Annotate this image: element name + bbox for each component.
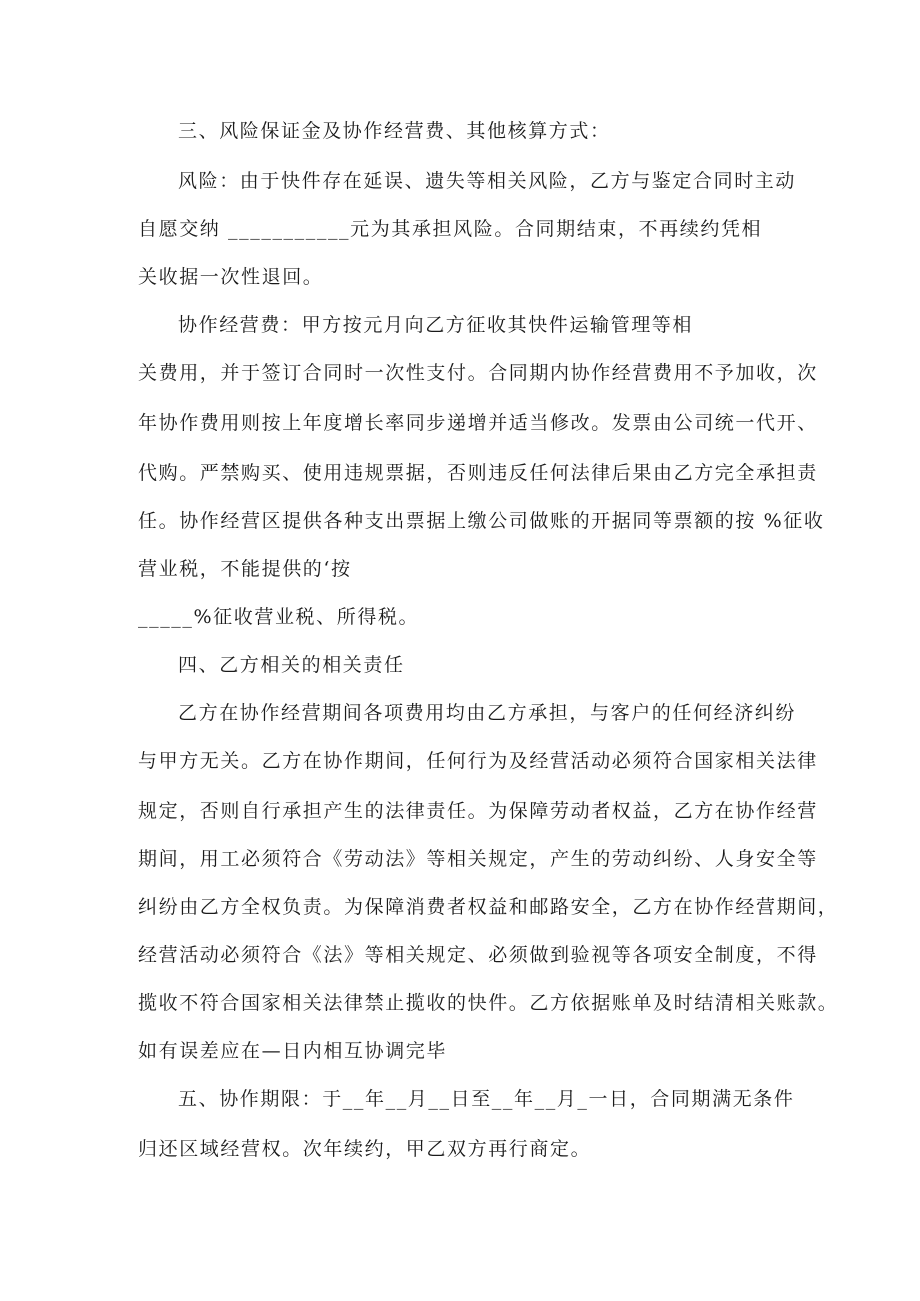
section-heading-3: 三、风险保证金及协作经营费、其他核算方式： xyxy=(178,120,611,142)
paragraph-line: 与甲方无关。乙方在协作期间，任何行为及经营活动必须符合国家相关法律 xyxy=(138,750,818,772)
paragraph-line: 营业税，不能提供的‘按 xyxy=(138,558,352,580)
section-heading-4: 四、乙方相关的相关责任 xyxy=(178,654,405,676)
paragraph-line: 关收据一次性退回。 xyxy=(138,266,324,288)
paragraph-line: 任。协作经营区提供各种支出票据上缴公司做账的开据同等票额的按 %征收 xyxy=(138,510,825,532)
paragraph-line: 乙方在协作经营期间各项费用均由乙方承担，与客户的任何经济纠纷 xyxy=(178,702,797,724)
paragraph-line: 协作经营费：甲方按元月向乙方征收其快件运输管理等相 xyxy=(178,314,694,336)
paragraph-line: 纠纷由乙方全权负责。为保障消费者权益和邮路安全，乙方在协作经营期间， xyxy=(138,896,839,918)
paragraph-line: _____%征收营业税、所得税。 xyxy=(138,606,420,628)
section-heading-5: 五、协作期限：于__年__月__日至__年__月_一日，合同期满无条件 xyxy=(178,1088,795,1110)
paragraph-line: 风险：由于快件存在延误、遗失等相关风险，乙方与鉴定合同时主动 xyxy=(178,170,797,192)
paragraph-line: 如有误差应在—日内相互协调完毕 xyxy=(138,1040,448,1062)
paragraph-line: 经营活动必须符合《法》等相关规定、必须做到验视等各项安全制度，不得 xyxy=(138,944,818,966)
paragraph-line: 归还区域经营权。次年续约，甲乙双方再行商定。 xyxy=(138,1138,592,1160)
paragraph-line: 自愿交纳 ___________元为其承担风险。合同期结束，不再续约凭相 xyxy=(138,218,763,240)
paragraph-line: 规定，否则自行承担产生的法律责任。为保障劳动者权益，乙方在协作经营 xyxy=(138,800,818,822)
paragraph-line: 代购。严禁购买、使用违规票据，否则违反任何法律后果由乙方完全承担责 xyxy=(138,462,818,484)
paragraph-line: 揽收不符合国家相关法律禁止揽收的快件。乙方依据账单及时结清相关账款。 xyxy=(138,992,839,1014)
paragraph-line: 年协作费用则按上年度增长率同步递增并适当修改。发票由公司统一代开、 xyxy=(138,412,818,434)
paragraph-line: 关费用，并于签订合同时一次性支付。合同期内协作经营费用不予加收，次 xyxy=(138,362,818,384)
paragraph-line: 期间，用工必须符合《劳动法》等相关规定，产生的劳动纠纷、人身安全等 xyxy=(138,848,818,870)
